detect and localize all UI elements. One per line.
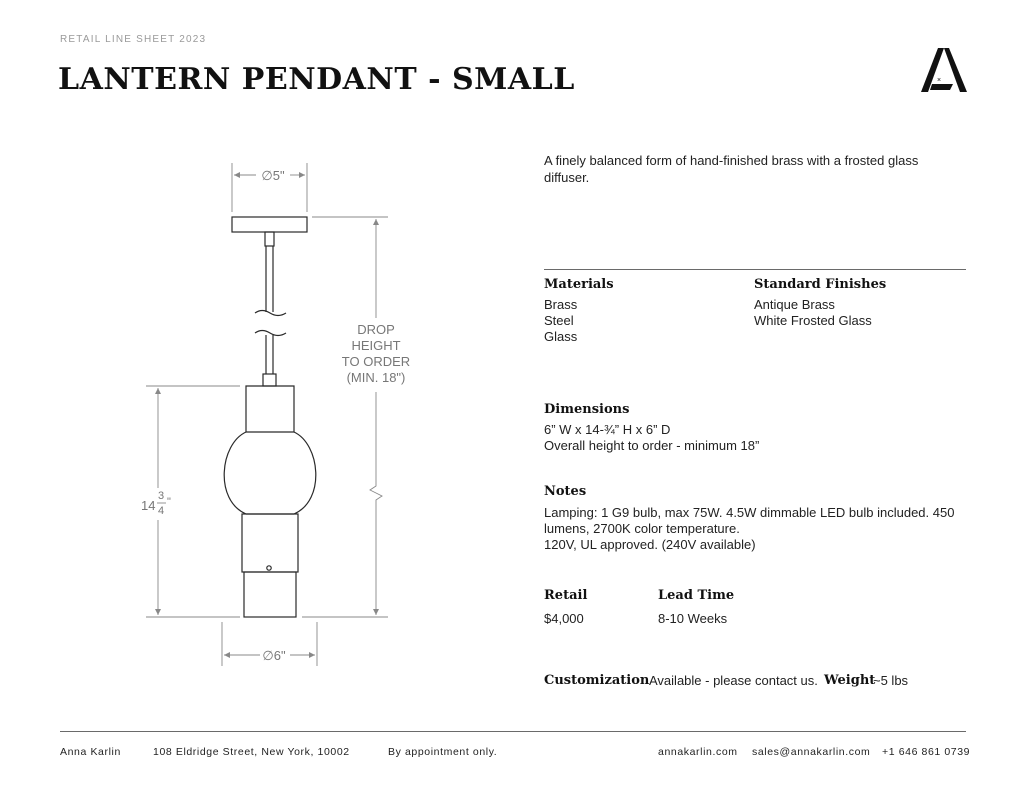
logo-crossbar	[930, 84, 953, 90]
weight-value: ~5 lbs	[873, 673, 909, 688]
dimensions-line: Overall height to order - minimum 18”	[544, 438, 760, 453]
arrow-canopy-left	[234, 172, 240, 178]
dimensions-line: 6” W x 14-¾” H x 6” D	[544, 422, 671, 437]
finish-item: Antique Brass	[754, 297, 835, 312]
logo-mark-x: ×	[937, 77, 942, 84]
drop-label-line-4: (MIN. 18")	[346, 370, 406, 385]
break-mark-top	[255, 311, 286, 316]
lead-time-value: 8-10 Weeks	[658, 611, 728, 626]
canopy-diameter-label: ∅5"	[261, 168, 285, 183]
notes-voltage: 120V, UL approved. (240V available)	[544, 537, 756, 552]
arrow-height-bottom	[155, 609, 161, 615]
height-label-denominator: 4	[158, 505, 165, 517]
drop-label-line-2: HEIGHT	[351, 338, 401, 353]
bottom-shade	[244, 572, 296, 617]
brand-logo	[920, 46, 968, 94]
finial-dot	[267, 566, 271, 570]
footer-email-link[interactable]: sales@annakarlin.com	[752, 746, 871, 758]
notes-text	[544, 505, 964, 553]
break-mark-bottom	[255, 331, 286, 336]
dim-drop-break	[370, 480, 382, 615]
drop-label-line-3: TO ORDER	[341, 354, 411, 369]
height-label-whole: 14	[141, 498, 156, 513]
height-label-numerator: 3	[158, 490, 165, 502]
drop-label-line-1: DROP	[357, 322, 395, 337]
lower-body	[242, 514, 298, 572]
footer-phone[interactable]: +1 646 861 0739	[882, 746, 971, 758]
dimensions-heading: Dimensions	[544, 402, 630, 417]
arrow-shade-right	[309, 652, 315, 658]
eyebrow-label: RETAIL LINE SHEET 2023	[60, 34, 207, 45]
arrow-shade-left	[224, 652, 230, 658]
retail-price: $4,000	[544, 611, 584, 626]
material-item: Glass	[544, 329, 578, 344]
glass-globe	[224, 432, 316, 514]
arrow-canopy-right	[299, 172, 305, 178]
footer-address: 108 Eldridge Street, New York, 10002	[153, 746, 350, 758]
arrow-height-top	[155, 388, 161, 394]
top-cap	[246, 386, 294, 432]
notes-lamping: Lamping: 1 G9 bulb, max 75W. 4.5W dimmable LED bulb included. 450 lumens, 2700K color temperature.	[544, 505, 955, 536]
footer-website-link[interactable]: annakarlin.com	[658, 746, 738, 758]
weight-heading: Weight	[824, 673, 876, 688]
notes-heading: Notes	[544, 484, 587, 499]
finishes-heading: Standard Finishes	[754, 277, 887, 292]
product-drawing	[130, 150, 430, 680]
customization-value: Available - please contact us.	[649, 673, 818, 688]
section-divider	[544, 269, 966, 270]
height-label-mark: "	[167, 496, 171, 508]
page-title: LANTERN PENDANT - SMALL	[58, 62, 575, 97]
arrow-drop-bottom	[373, 609, 379, 615]
material-item: Steel	[544, 313, 574, 328]
shade-diameter-label: ∅6"	[262, 648, 286, 663]
finish-item: White Frosted Glass	[754, 313, 872, 328]
materials-heading: Materials	[544, 277, 614, 292]
stem-coupler	[265, 232, 274, 246]
arrow-drop-top	[373, 219, 379, 225]
footer-appointment: By appointment only.	[388, 746, 498, 758]
canopy	[232, 217, 307, 232]
customization-heading: Customization	[544, 673, 650, 688]
retail-heading: Retail	[544, 588, 588, 603]
stem-socket	[263, 374, 276, 386]
material-item: Brass	[544, 297, 578, 312]
footer-name: Anna Karlin	[60, 746, 121, 758]
product-description: A finely balanced form of hand-finished brass with a frosted glass diffuser.	[544, 153, 919, 185]
lead-time-heading: Lead Time	[658, 588, 735, 603]
footer-divider	[60, 731, 966, 732]
